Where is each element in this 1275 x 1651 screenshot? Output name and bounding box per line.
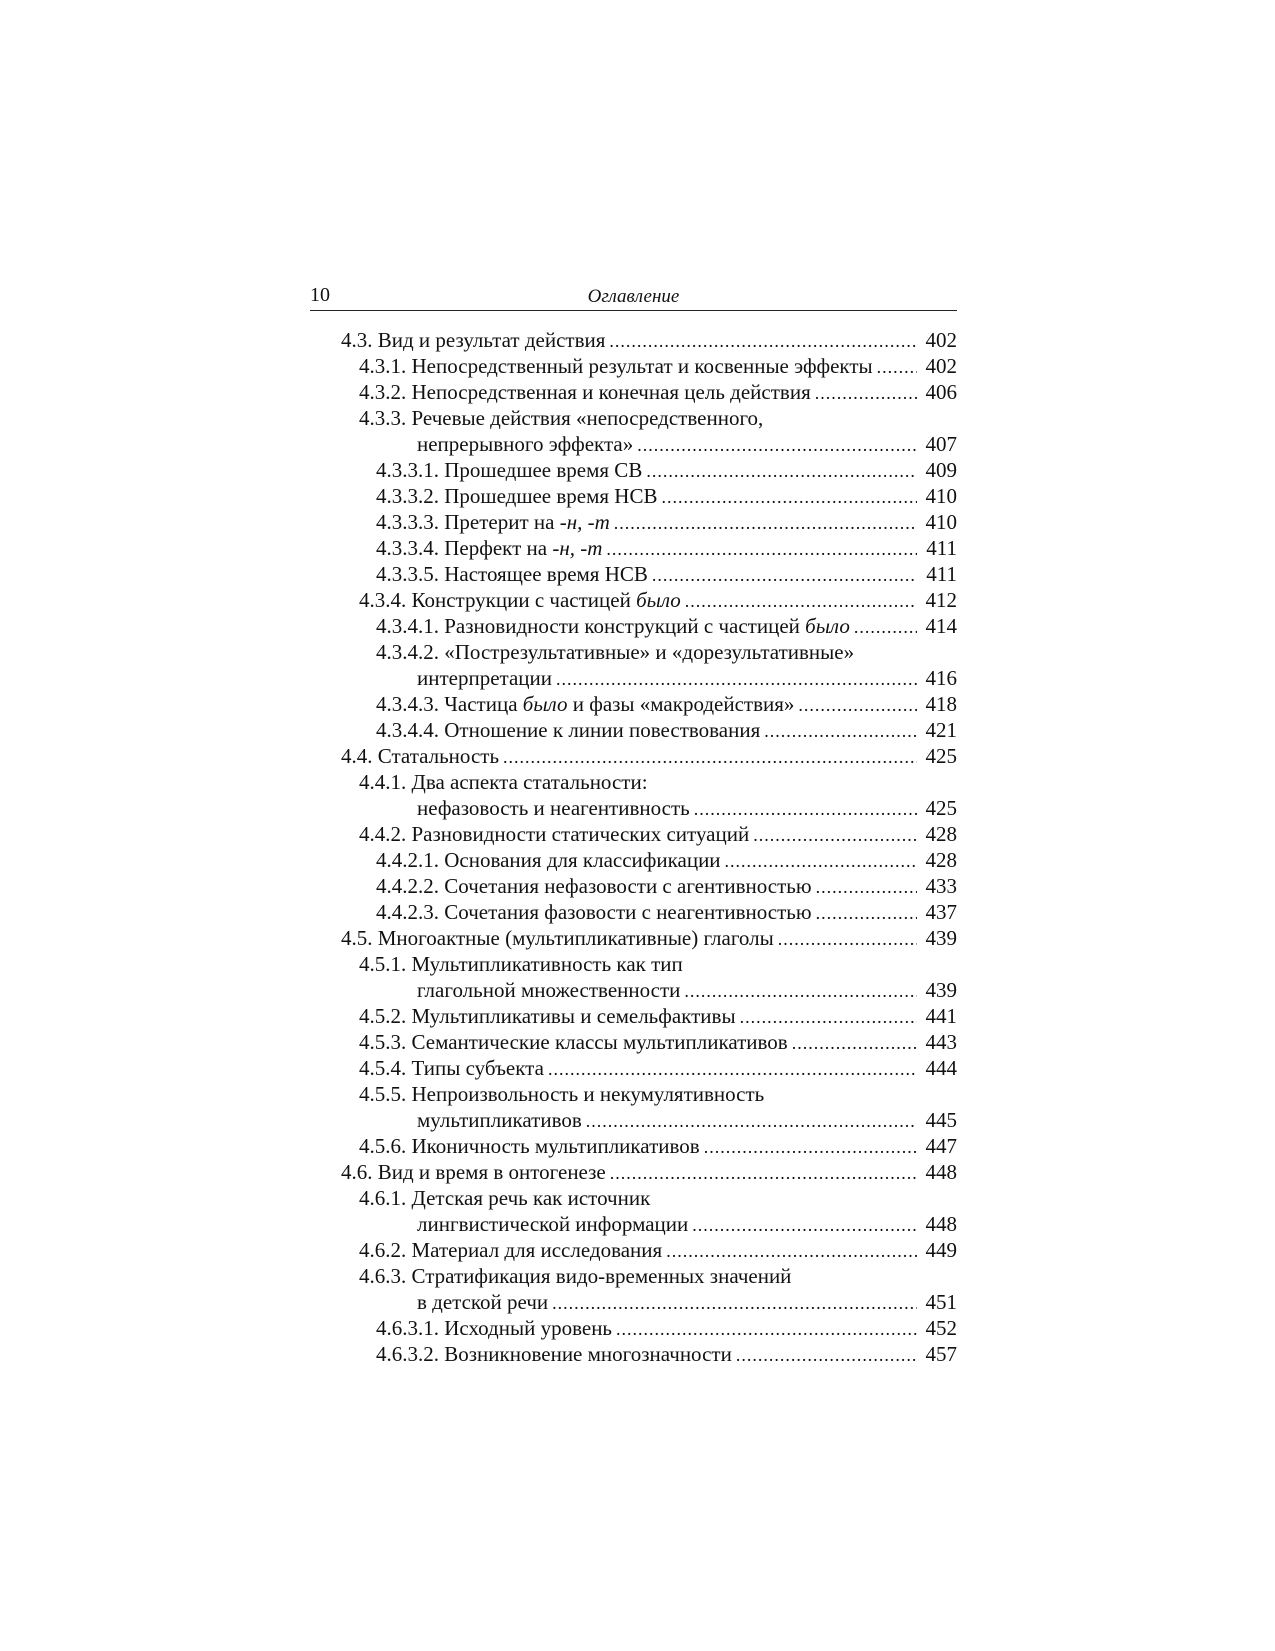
toc-entry[interactable] xyxy=(310,1003,957,1029)
dot-leader xyxy=(586,1108,917,1134)
toc-entry-text: Речевые действия «непосредственного, xyxy=(411,406,764,430)
toc-page-number: 402 xyxy=(925,328,957,352)
dot-leader xyxy=(503,744,917,770)
toc-entry-text: Сочетания фазовости с неагентивностью xyxy=(444,900,812,924)
toc-entry-number: 4.3.3.2. xyxy=(376,484,439,508)
toc-entry-text: Два аспекта статальности: xyxy=(411,770,648,794)
toc-entry-text: Настоящее время НСВ xyxy=(444,562,648,586)
toc-page-number: 445 xyxy=(925,1108,957,1132)
toc-entry-text: Исходный уровень xyxy=(444,1316,613,1340)
toc-entry-number: 4.6. xyxy=(341,1160,373,1184)
dot-leader xyxy=(740,1004,917,1030)
toc-entry-continuation[interactable] xyxy=(310,1107,957,1133)
toc-entry-title xyxy=(376,613,850,639)
toc-entry-text: Многоактные (мультипликативные) глаголы xyxy=(377,926,774,950)
page-header xyxy=(310,278,957,311)
toc-entry-continuation-text: непрерывного эффекта» xyxy=(417,432,634,456)
toc-entry-number: 4.5.5. xyxy=(359,1082,407,1106)
toc-entry-number: 4.6.3.2. xyxy=(376,1342,439,1366)
dot-leader xyxy=(637,432,917,458)
toc-entry-title xyxy=(376,561,648,587)
toc-entry-text: Непосредственный результат и косвенные эффекты xyxy=(411,354,873,378)
toc-entry[interactable] xyxy=(310,1315,957,1341)
toc-page-number: 447 xyxy=(925,1134,957,1158)
toc-entry-continuation-text: глагольной множественности xyxy=(417,978,681,1002)
toc-entry-text: Частица xyxy=(444,692,523,716)
toc-entry-number: 4.5. xyxy=(341,926,373,950)
toc-entry-text: Претерит на xyxy=(444,510,560,534)
document-page xyxy=(310,278,957,1367)
toc-entry-title xyxy=(341,1159,606,1185)
toc-page-number: 421 xyxy=(925,718,957,742)
dot-leader xyxy=(606,536,917,562)
toc-entry-title xyxy=(359,951,683,977)
toc-entry-continuation[interactable] xyxy=(310,1289,957,1315)
dot-leader xyxy=(666,1238,917,1264)
toc-entry-continuation-text: интерпретации xyxy=(417,666,553,690)
toc-entry[interactable] xyxy=(310,353,957,379)
dot-leader xyxy=(684,978,917,1004)
toc-entry[interactable] xyxy=(310,405,957,431)
toc-entry-number: 4.3.4.1. xyxy=(376,614,439,638)
toc-entry[interactable] xyxy=(310,743,957,769)
toc-page-number: 444 xyxy=(925,1056,957,1080)
toc-page-number: 412 xyxy=(925,588,957,612)
toc-page-number: 443 xyxy=(925,1030,957,1054)
toc-entry-italic-text: -н, -т xyxy=(559,510,610,534)
toc-entry-continuation[interactable] xyxy=(310,795,957,821)
toc-entry-title xyxy=(376,639,854,665)
toc-entry-number: 4.4.2.2. xyxy=(376,874,439,898)
toc-entry-number: 4.5.3. xyxy=(359,1030,407,1054)
dot-leader xyxy=(610,1160,917,1186)
toc-entry-number: 4.4.2. xyxy=(359,822,407,846)
toc-entry-title xyxy=(376,899,812,925)
toc-entry-italic-text: было xyxy=(636,588,681,612)
toc-entry-title xyxy=(359,1055,544,1081)
dot-leader xyxy=(614,510,917,536)
toc-entry-number: 4.6.1. xyxy=(359,1186,407,1210)
toc-entry[interactable] xyxy=(310,1237,957,1263)
toc-entry-number: 4.3.2. xyxy=(359,380,407,404)
toc-entry-title xyxy=(359,1029,788,1055)
toc-entry-text: Вид и результат действия xyxy=(377,328,606,352)
toc-entry-number: 4.3.3. xyxy=(359,406,407,430)
toc-page-number: 448 xyxy=(925,1212,957,1236)
toc-page-number: 428 xyxy=(925,848,957,872)
toc-page-number: 410 xyxy=(925,510,957,534)
dot-leader xyxy=(662,484,918,510)
running-title: Оглавление xyxy=(587,286,680,307)
toc-entry-number: 4.6.2. xyxy=(359,1238,407,1262)
dot-leader xyxy=(646,458,917,484)
toc-entry[interactable] xyxy=(310,1185,957,1211)
toc-entry-number: 4.3. xyxy=(341,328,373,352)
dot-leader xyxy=(652,562,917,588)
toc-page-number: 441 xyxy=(925,1004,957,1028)
toc-entry-text: Статальность xyxy=(377,744,500,768)
dot-leader xyxy=(692,1212,917,1238)
toc-page-number: 448 xyxy=(925,1160,957,1184)
toc-entry-title xyxy=(376,873,812,899)
toc-entry[interactable] xyxy=(310,1133,957,1159)
toc-entry-continuation-text: мультипликативов xyxy=(417,1108,582,1132)
dot-leader xyxy=(815,380,917,406)
toc-entry-title xyxy=(359,1263,791,1289)
toc-page-number: 425 xyxy=(925,796,957,820)
dot-leader xyxy=(704,1134,917,1160)
toc-entry-title xyxy=(359,1081,764,1107)
toc-entry-text: Перфект на xyxy=(444,536,553,560)
dot-leader xyxy=(556,666,917,692)
toc-entry-title xyxy=(341,743,499,769)
toc-entry-title xyxy=(376,535,602,561)
toc-entry-text: Сочетания нефазовости с агентивностью xyxy=(444,874,812,898)
toc-entry-text: «Пострезультативные» и «дорезультативные» xyxy=(444,640,855,664)
toc-entry-number: 4.5.6. xyxy=(359,1134,407,1158)
page-number: 10 xyxy=(310,284,330,306)
toc-entry[interactable] xyxy=(310,691,957,717)
toc-entry-text: Отношение к линии повествования xyxy=(444,718,761,742)
toc-entry[interactable] xyxy=(310,951,957,977)
toc-entry-number: 4.3.3.1. xyxy=(376,458,439,482)
dot-leader xyxy=(816,900,917,926)
toc-entry-title xyxy=(376,717,760,743)
toc-entry[interactable] xyxy=(310,925,957,951)
toc-entry-number: 4.6.3. xyxy=(359,1264,407,1288)
toc-entry-title xyxy=(376,457,642,483)
toc-entry-text: Детская речь как источник xyxy=(411,1186,651,1210)
toc-entry-text: Мультипликативы и семельфактивы xyxy=(411,1004,736,1028)
toc-entry[interactable] xyxy=(310,379,957,405)
dot-leader xyxy=(736,1342,917,1368)
toc-entry-continuation-text: нефазовость и неагентивность xyxy=(417,796,690,820)
dot-leader xyxy=(725,848,917,874)
toc-entry-text: Непосредственная и конечная цель действия xyxy=(411,380,811,404)
toc-entry[interactable] xyxy=(310,769,957,795)
toc-entry-title xyxy=(376,691,794,717)
toc-entry-number: 4.4.2.1. xyxy=(376,848,439,872)
toc-entry-text: Вид и время в онтогенезе xyxy=(377,1160,606,1184)
toc-entry-text: Прошедшее время СВ xyxy=(444,458,643,482)
toc-page-number: 407 xyxy=(925,432,957,456)
toc-page-number: 452 xyxy=(925,1316,957,1340)
toc-entry-text: Семантические классы мультипликативов xyxy=(411,1030,788,1054)
toc-page-number: 449 xyxy=(925,1238,957,1262)
toc-entry-title xyxy=(359,1003,736,1029)
toc-entry-number: 4.3.4.4. xyxy=(376,718,439,742)
toc-entry-text: Типы субъекта xyxy=(411,1056,544,1080)
toc-entry-italic-text: было xyxy=(522,692,568,716)
toc-entry-title xyxy=(376,847,721,873)
toc-page-number: 411 xyxy=(926,536,957,560)
toc-entry-title xyxy=(359,1237,662,1263)
toc-entry-text: Стратификация видо-временных значений xyxy=(411,1264,792,1288)
toc-page-number: 433 xyxy=(925,874,957,898)
dot-leader xyxy=(877,354,917,380)
dot-leader xyxy=(753,822,917,848)
toc-entry-number: 4.3.4.3. xyxy=(376,692,439,716)
toc-entry-text: Мультипликативность как тип xyxy=(411,952,683,976)
toc-page-number: 428 xyxy=(925,822,957,846)
toc-page-number: 425 xyxy=(925,744,957,768)
toc-entry-text-after: и фазы «макродействия» xyxy=(567,692,795,716)
toc-page-number: 402 xyxy=(925,354,957,378)
toc-entry-text: Возникновение многозначности xyxy=(444,1342,732,1366)
toc-entry-text: Непроизвольность и некумулятивность xyxy=(411,1082,765,1106)
toc-entry[interactable] xyxy=(310,561,957,587)
toc-entry-italic-text: -н, -т xyxy=(552,536,603,560)
toc-entry-number: 4.3.4. xyxy=(359,588,407,612)
dot-leader xyxy=(792,1030,917,1056)
dot-leader xyxy=(764,718,917,744)
toc-entry-number: 4.3.1. xyxy=(359,354,407,378)
toc-entry-continuation[interactable] xyxy=(310,431,957,457)
toc-entry-title xyxy=(359,821,749,847)
toc-entry-title xyxy=(359,587,681,613)
toc-page-number: 409 xyxy=(925,458,957,482)
toc-entry-number: 4.3.3.3. xyxy=(376,510,439,534)
dot-leader xyxy=(685,588,917,614)
toc-page-number: 451 xyxy=(925,1290,957,1314)
dot-leader xyxy=(552,1290,917,1316)
toc-entry-italic-text: было xyxy=(805,614,850,638)
toc-entry[interactable] xyxy=(310,587,957,613)
toc-entry-number: 4.3.4.2. xyxy=(376,640,439,664)
toc-entry-continuation-text: лингвистической информации xyxy=(417,1212,689,1236)
toc-page-number: 410 xyxy=(925,484,957,508)
toc-entry[interactable] xyxy=(310,717,957,743)
toc-entry[interactable] xyxy=(310,327,957,353)
toc-entry[interactable] xyxy=(310,1263,957,1289)
dot-leader xyxy=(616,1316,917,1342)
toc-entry-text: Разновидности конструкций с частицей xyxy=(444,614,806,638)
toc-page-number: 457 xyxy=(925,1342,957,1366)
toc-entry[interactable] xyxy=(310,1159,957,1185)
toc-entry-title xyxy=(341,327,605,353)
toc-entry-text: Разновидности статических ситуаций xyxy=(411,822,750,846)
toc-entry-title xyxy=(359,1133,700,1159)
toc-entry-continuation[interactable] xyxy=(310,665,957,691)
toc-entry-number: 4.3.3.5. xyxy=(376,562,439,586)
toc-entry[interactable] xyxy=(310,1055,957,1081)
toc-entry-title xyxy=(359,353,873,379)
toc-entry-number: 4.6.3.1. xyxy=(376,1316,439,1340)
toc-entry-number: 4.4. xyxy=(341,744,373,768)
toc-entry-title xyxy=(341,925,774,951)
toc-entry-number: 4.5.4. xyxy=(359,1056,407,1080)
toc-entry-title xyxy=(376,1341,732,1367)
dot-leader xyxy=(609,328,917,354)
toc-entry-text: Иконичность мультипликативов xyxy=(411,1134,700,1158)
toc-entry-title xyxy=(359,769,648,795)
toc-entry-text: Основания для классификации xyxy=(444,848,721,872)
toc-entry-number: 4.5.2. xyxy=(359,1004,407,1028)
toc-entry-title xyxy=(359,405,763,431)
toc-page-number: 416 xyxy=(925,666,957,690)
toc-entry-title xyxy=(376,509,610,535)
toc-entry[interactable] xyxy=(310,1029,957,1055)
toc-entry-title xyxy=(376,1315,612,1341)
toc-page-number: 406 xyxy=(925,380,957,404)
toc-entry-number: 4.5.1. xyxy=(359,952,407,976)
toc-entry[interactable] xyxy=(310,457,957,483)
dot-leader xyxy=(854,614,917,640)
toc-entry[interactable] xyxy=(310,613,957,639)
dot-leader xyxy=(798,692,917,718)
toc-entry-continuation[interactable] xyxy=(310,1211,957,1237)
toc-entry-number: 4.4.1. xyxy=(359,770,407,794)
toc-entry-title xyxy=(359,1185,650,1211)
toc-page-number: 439 xyxy=(925,978,957,1002)
toc-page-number: 418 xyxy=(925,692,957,716)
toc-entry-title xyxy=(359,379,811,405)
toc-entry[interactable] xyxy=(310,847,957,873)
toc-page-number: 439 xyxy=(925,926,957,950)
toc-entry-number: 4.3.3.4. xyxy=(376,536,439,560)
toc-entry[interactable] xyxy=(310,899,957,925)
dot-leader xyxy=(694,796,917,822)
toc-entry[interactable] xyxy=(310,509,957,535)
toc-entry[interactable] xyxy=(310,1081,957,1107)
toc-entry[interactable] xyxy=(310,535,957,561)
toc-entry[interactable] xyxy=(310,821,957,847)
toc-entry-continuation[interactable] xyxy=(310,977,957,1003)
toc-entry-text: Прошедшее время НСВ xyxy=(444,484,658,508)
toc-page-number: 411 xyxy=(926,562,957,586)
toc-entry[interactable] xyxy=(310,873,957,899)
dot-leader xyxy=(778,926,917,952)
toc-entry[interactable] xyxy=(310,639,957,665)
toc-page-number: 414 xyxy=(925,614,957,638)
toc-entry[interactable] xyxy=(310,483,957,509)
dot-leader xyxy=(816,874,917,900)
toc-entry-number: 4.4.2.3. xyxy=(376,900,439,924)
toc-page-number: 437 xyxy=(925,900,957,924)
dot-leader xyxy=(548,1056,917,1082)
toc-entry-text: Материал для исследования xyxy=(411,1238,663,1262)
toc-entry-title xyxy=(376,483,658,509)
toc-entry-text: Конструкции с частицей xyxy=(411,588,637,612)
toc-entry-continuation-text: в детской речи xyxy=(417,1290,549,1314)
toc-entry[interactable] xyxy=(310,1341,957,1367)
table-of-contents xyxy=(310,327,957,1367)
